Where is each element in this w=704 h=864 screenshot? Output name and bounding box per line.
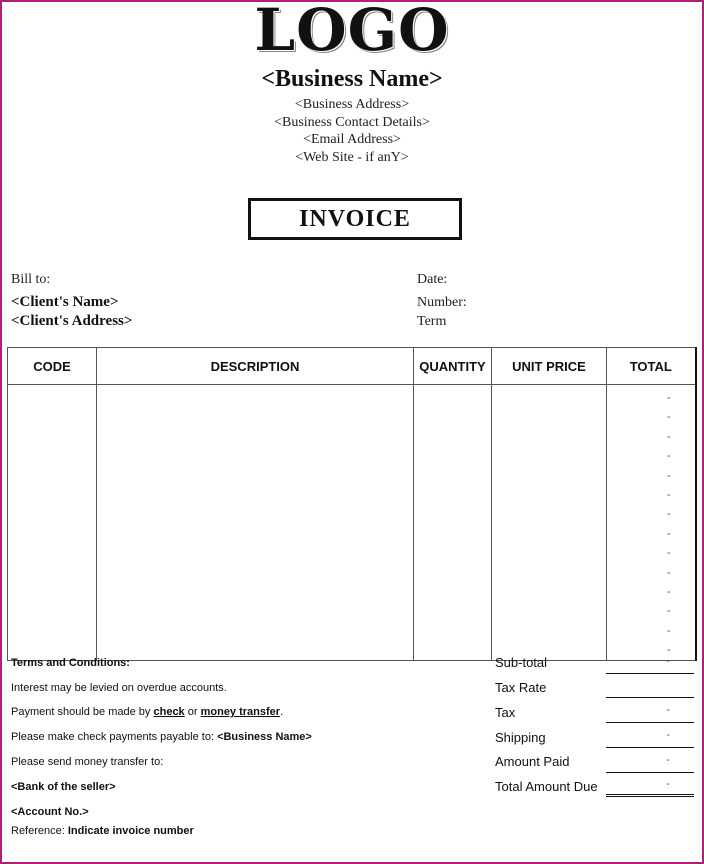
terms-interest: Interest may be levied on overdue accounts.	[11, 682, 227, 694]
business-contact: <Business Contact Details>	[274, 115, 430, 130]
business-address: <Business Address>	[294, 97, 410, 112]
terms-transfer-to: Please send money transfer to:	[11, 756, 164, 768]
summary-tax-rate-value[interactable]	[606, 676, 694, 698]
summary-amount-paid-value[interactable]: -	[606, 751, 694, 773]
client-address[interactable]: <Client's Address>	[11, 313, 133, 329]
reference-value: Indicate invoice number	[67, 825, 194, 837]
summary-shipping-label: Shipping	[495, 730, 546, 745]
summary-tax-label: Tax	[495, 705, 516, 720]
row-total: -	[666, 624, 671, 637]
account-number: <Account No.>	[11, 806, 89, 818]
number-label: Number:	[417, 295, 467, 310]
row-total: -	[666, 488, 671, 501]
terms-payable-to	[11, 731, 312, 743]
row-total: -	[666, 508, 671, 521]
term-label: Term	[417, 314, 447, 329]
row-total: -	[666, 450, 671, 463]
column-header-quantity: QUANTITY	[414, 348, 492, 385]
summary-total-due-value: -	[606, 775, 694, 797]
column-header-code: CODE	[8, 348, 97, 385]
payment-or: or	[184, 706, 201, 718]
summary-tax-rate-label: Tax Rate	[495, 680, 547, 695]
reference	[11, 825, 194, 837]
bank-name: <Bank of the seller>	[11, 781, 116, 793]
row-total: -	[666, 527, 671, 540]
row-total: -	[666, 566, 671, 579]
row-total: -	[666, 547, 671, 560]
reference-prefix: Reference:	[11, 825, 68, 837]
summary-shipping-value[interactable]: -	[606, 726, 694, 748]
terms-payment-method	[11, 706, 283, 718]
table-header-row	[8, 348, 696, 385]
description-column-cells[interactable]	[97, 385, 414, 661]
business-name: <Business Name>	[261, 66, 443, 92]
row-total: -	[666, 469, 671, 482]
summary-total-due-label: Total Amount Due	[495, 779, 598, 794]
payment-prefix: Payment should be made by	[11, 706, 154, 718]
code-column-cells[interactable]	[8, 385, 97, 661]
row-total: -	[666, 644, 671, 657]
payable-business-name: <Business Name>	[217, 731, 312, 743]
unit-price-column-cells[interactable]	[492, 385, 607, 661]
row-total: -	[666, 585, 671, 598]
quantity-column-cells[interactable]	[414, 385, 492, 661]
date-label: Date:	[417, 272, 448, 287]
summary-tax-value: -	[606, 701, 694, 723]
client-name[interactable]: <Client's Name>	[11, 294, 119, 310]
row-total: -	[666, 430, 671, 443]
summary-amount-paid-label: Amount Paid	[495, 754, 570, 769]
terms-heading: Terms and Conditions:	[11, 657, 130, 669]
row-total: -	[666, 392, 671, 404]
column-header-description: DESCRIPTION	[97, 348, 414, 385]
total-column-cells	[607, 385, 696, 661]
invoice-title: INVOICE	[248, 198, 462, 240]
summary-subtotal-label: Sub-total	[495, 655, 548, 670]
business-website: <Web Site - if anY>	[295, 150, 409, 165]
table-body	[8, 385, 696, 661]
summary-subtotal-value: -	[606, 652, 694, 674]
row-total: -	[666, 411, 671, 424]
payable-prefix: Please make check payments payable to:	[11, 731, 218, 743]
payment-money-transfer: money transfer	[200, 706, 281, 718]
column-header-unit-price: UNIT PRICE	[492, 348, 607, 385]
row-total: -	[666, 605, 671, 618]
payment-check: check	[153, 706, 185, 718]
business-email: <Email Address>	[303, 132, 401, 147]
bill-to-label: Bill to:	[11, 272, 51, 287]
line-items-table	[7, 347, 697, 661]
payment-suffix: .	[280, 706, 284, 718]
column-header-total: TOTAL	[607, 348, 696, 385]
logo: LOGO	[254, 0, 450, 64]
